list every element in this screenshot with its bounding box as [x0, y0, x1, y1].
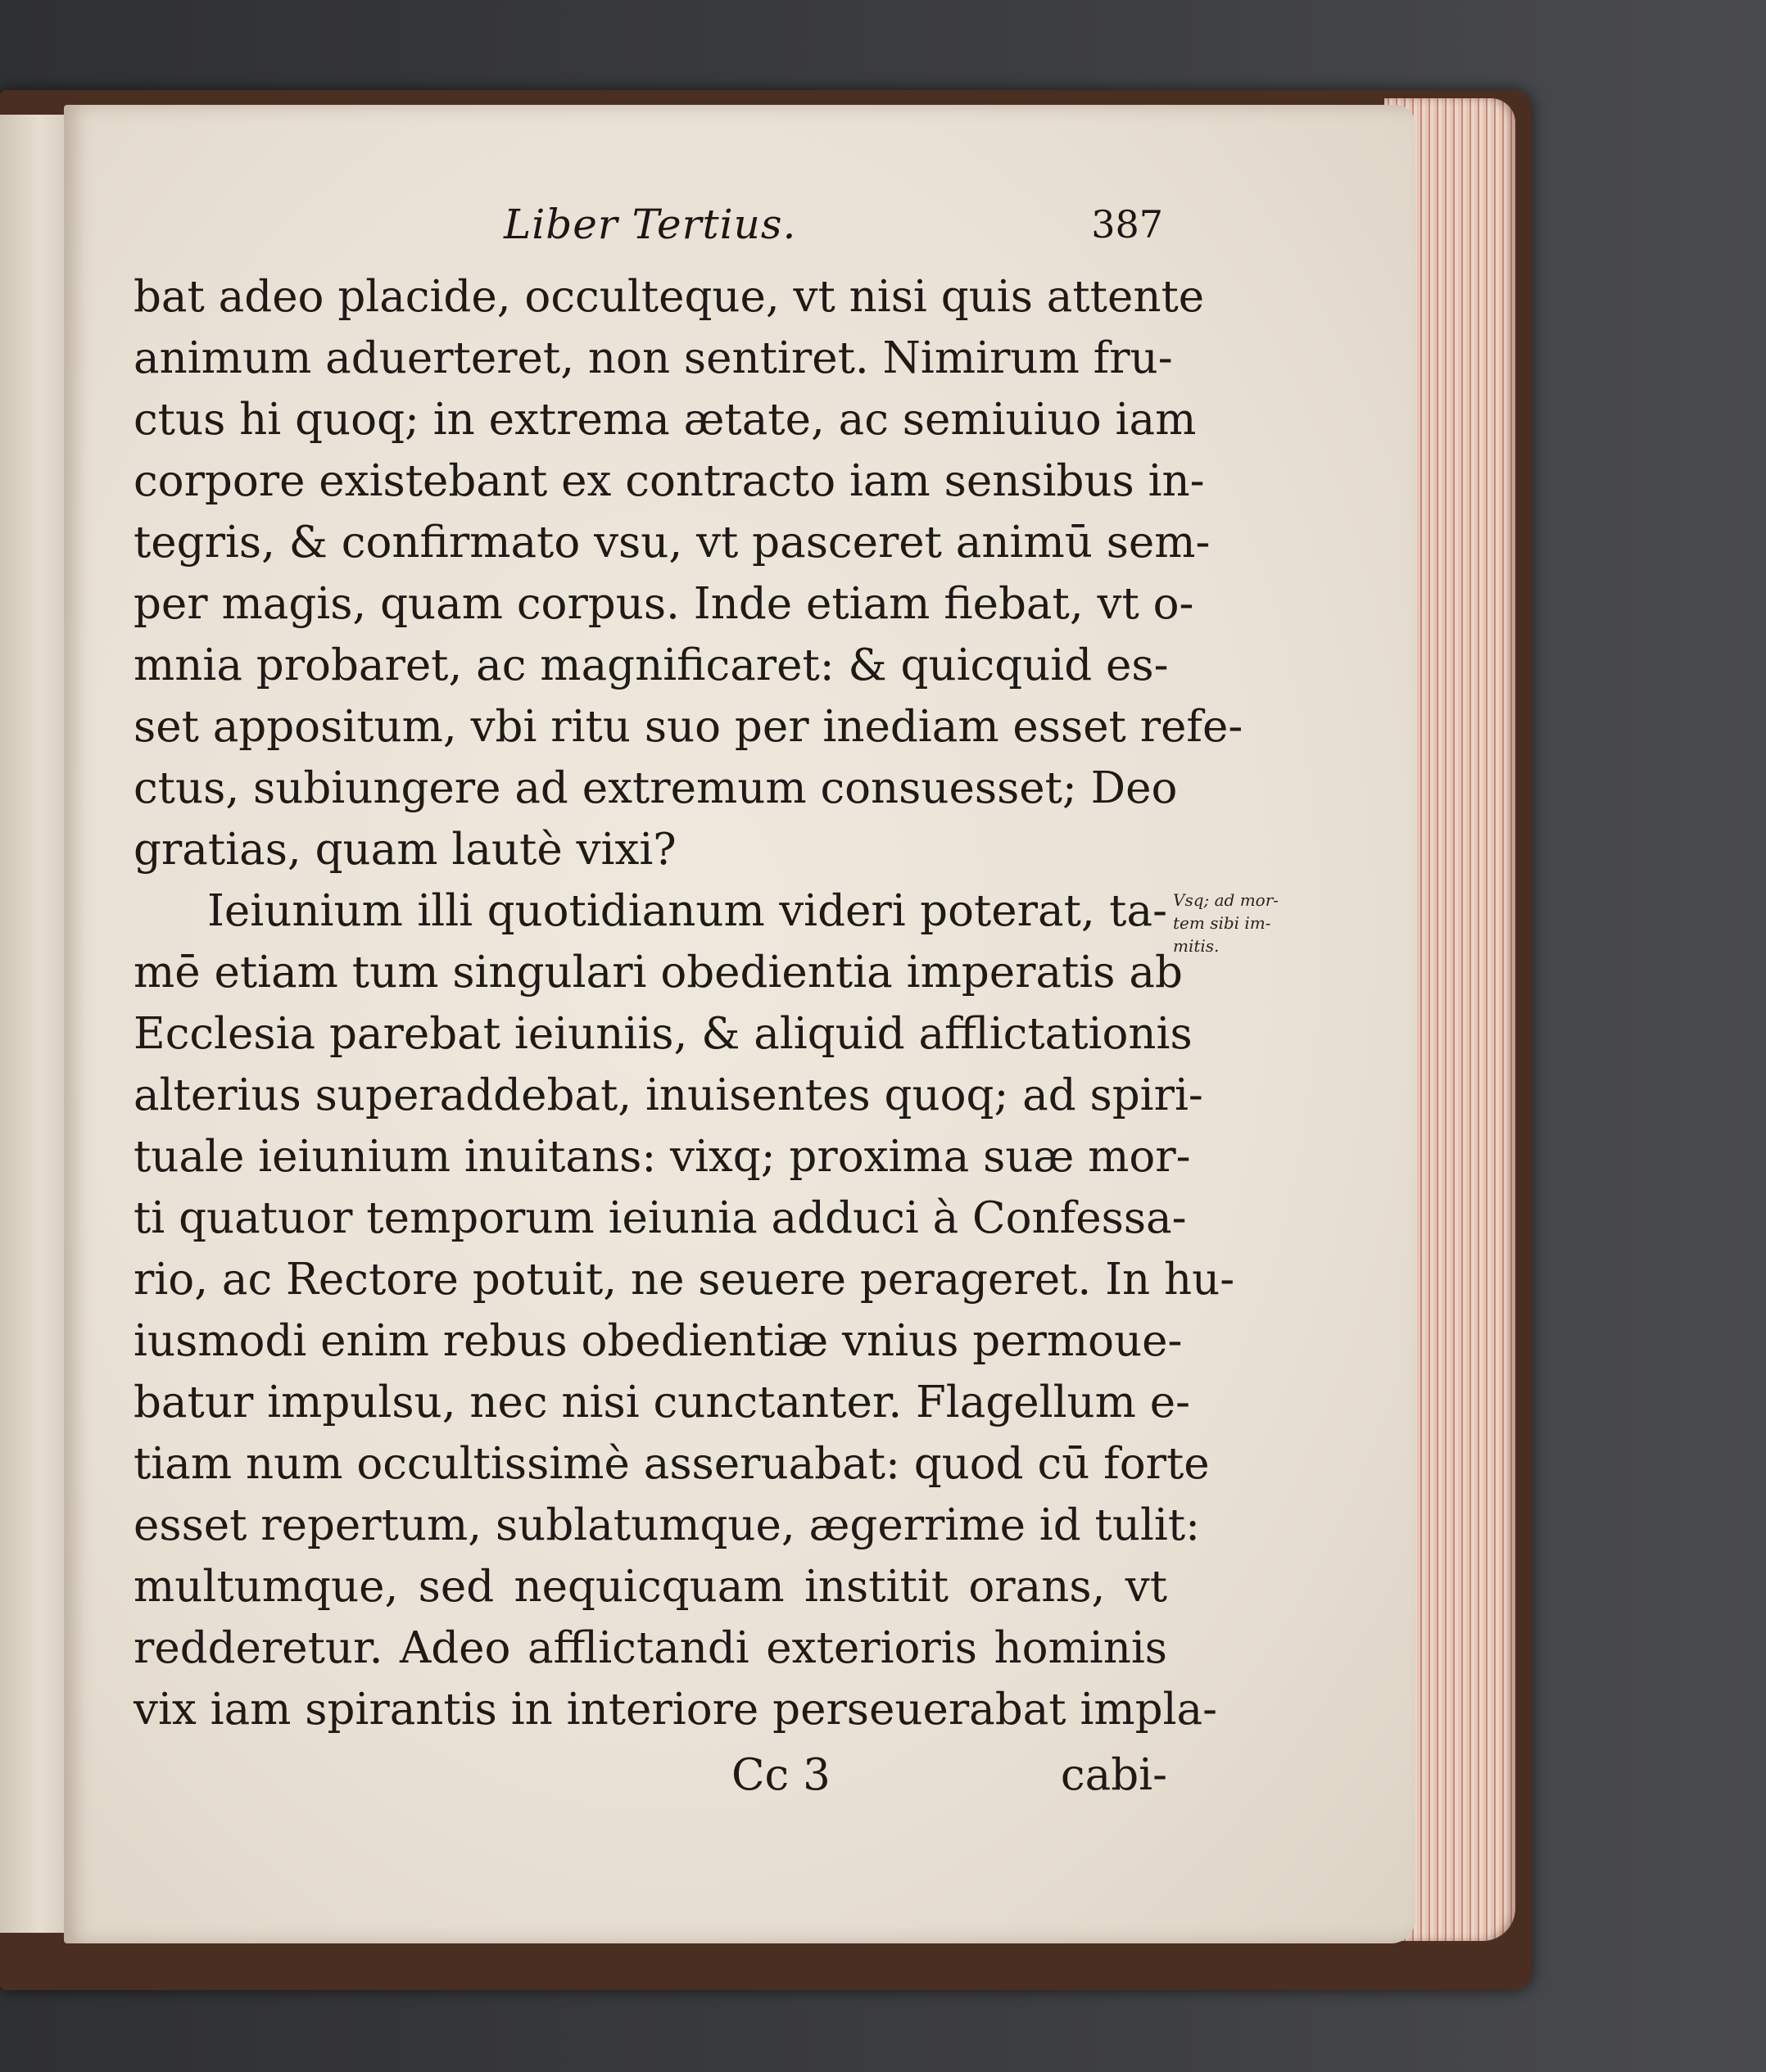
left-page-edge	[0, 115, 68, 1933]
text-line: mnia probaret, ac magnificaret: & quicquid es-	[134, 640, 1169, 690]
text-line: alterius superaddebat, inuisentes quoq; ad spiri-	[134, 1070, 1203, 1120]
text-line: esset repertum, sublatumque, ægerrime id tulit:	[134, 1500, 1201, 1550]
margin-note	[1173, 889, 1279, 957]
text-line: vix iam spirantis in interiore perseuerabat impla-	[134, 1685, 1218, 1735]
page-number: 387	[1091, 202, 1163, 247]
catchword: cabi-	[1060, 1750, 1167, 1800]
text-line: batur impulsu, nec nisi cunctanter. Flagellum e-	[134, 1378, 1191, 1427]
text-line: tuale ieiunium inuitans: vixq; proxima suæ mor-	[134, 1132, 1191, 1182]
text-line: bat adeo placide, occulteque, vt nisi quis attente	[134, 272, 1205, 322]
text-line: redderetur. Adeo afflictandi exterioris hominis	[134, 1623, 1167, 1673]
text-line: corpore existebant ex contracto iam sensibus in-	[134, 456, 1205, 506]
text-line: multumque, sed nequicquam institit orans, vt	[134, 1562, 1167, 1612]
text-line: set appositum, vbi ritu suo per inediam esset refe-	[134, 702, 1243, 752]
text-line: ti quatuor temporum ieiunia adduci à Confessa-	[134, 1193, 1187, 1243]
text-line: ctus hi quoq; in extrema ætate, ac semiuiuo iam	[134, 395, 1197, 445]
text-line: tegris, & confirmato vsu, vt pasceret animū sem-	[134, 518, 1211, 568]
text-line: Ecclesia parebat ieiuniis, & aliquid afflictationis	[134, 1009, 1193, 1059]
text-line: gratias, quam lautè vixi?	[134, 825, 677, 875]
text-line: iusmodi enim rebus obedientiæ vnius permoue-	[134, 1316, 1183, 1366]
text-line: Ieiunium illi quotidianum videri poterat, ta-	[207, 886, 1167, 936]
running-title: Liber Tertius.	[504, 201, 797, 248]
margin-note-line: tem sibi im-	[1173, 913, 1271, 933]
page-footer	[134, 1744, 1167, 1806]
text-line: per magis, quam corpus. Inde etiam fiebat, vt o-	[134, 579, 1194, 629]
text-line: mē etiam tum singulari obedientia imperatis ab	[134, 948, 1183, 998]
text-line: animum aduerteret, non sentiret. Nimirum fru-	[134, 333, 1173, 383]
text-line: tiam num occultissimè asseruabat: quod cū forte	[134, 1439, 1210, 1489]
margin-note-line: mitis.	[1173, 936, 1220, 956]
text-line: rio, ac Rectore potuit, ne seuere perageret. In hu-	[134, 1255, 1235, 1305]
text-line: ctus, subiungere ad extremum consuesset; Deo	[134, 763, 1178, 813]
margin-note-line: Vsq; ad mor-	[1173, 890, 1279, 910]
running-head	[131, 201, 1163, 258]
signature-mark: Cc 3	[731, 1750, 831, 1800]
